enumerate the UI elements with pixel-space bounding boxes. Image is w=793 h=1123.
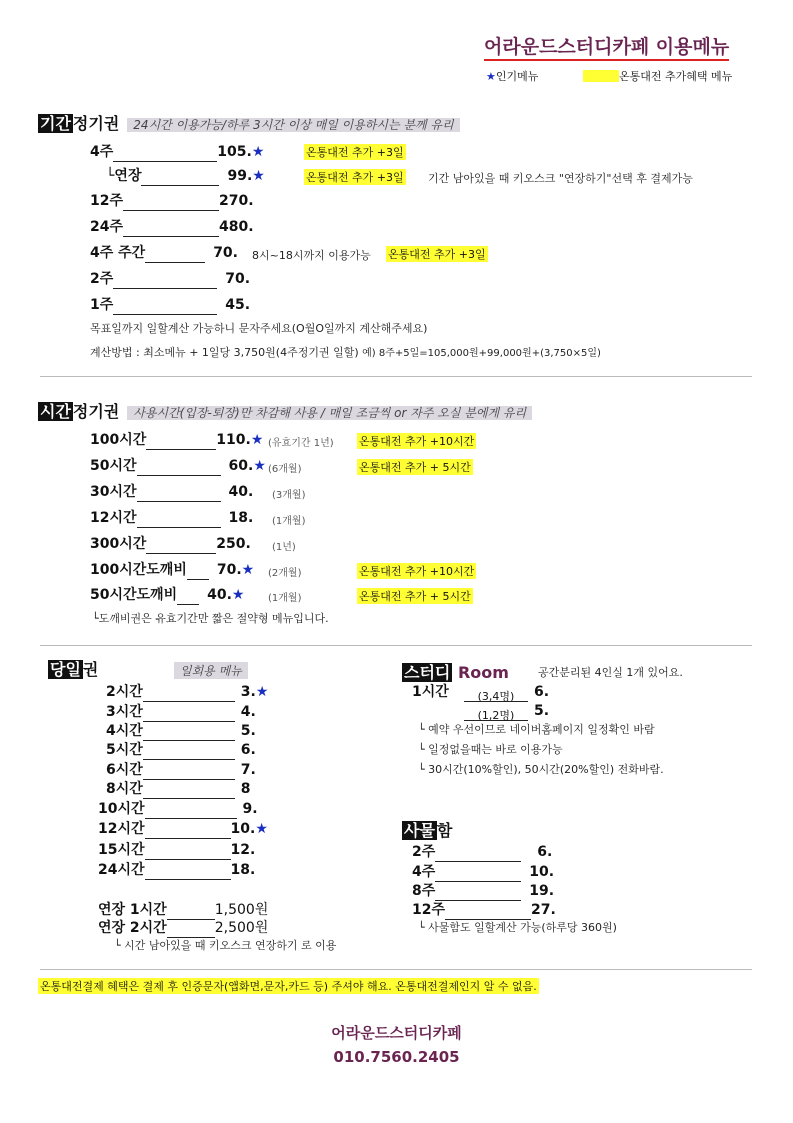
time-bonus-100h: 온통대전 추가 +10시간 [359, 435, 475, 448]
period-row-24w: 24주 480. [90, 219, 254, 235]
footer-name: 어라운드스터디카페 [331, 1024, 462, 1042]
period-row-12w: 12주 270. [90, 193, 254, 209]
locker-note: └ 사물함도 일할계산 가능(하루당 360원) [418, 921, 617, 934]
time-head-block: 시간 [40, 402, 71, 421]
period-row-1w: 1주 45. [90, 297, 251, 313]
footer-phone: 010.7560.2405 [333, 1048, 460, 1066]
period-bonus-ext: 온통대전 추가 +3일 [306, 171, 404, 184]
room-note-2: └ 일정없을때는 바로 이용가능 [418, 743, 563, 756]
time-validity-300h: (1년) [272, 542, 296, 553]
star-icon: ★ [231, 587, 245, 603]
time-validity-50h-dok: (1개월) [268, 593, 302, 604]
room-row-34: (3,4명) 6. [464, 682, 549, 702]
time-validity-100h: (유효기간 1년) [268, 438, 334, 449]
locker-row-4w: 4주 10. [412, 864, 555, 880]
period-head-rest: 정기권 [72, 114, 120, 133]
period-row-4w: 4주 105.★ [90, 144, 265, 160]
legend-highlight [583, 68, 732, 84]
day-row-8h: 8시간 8 [106, 781, 251, 797]
period-bonus-4w: 온통대전 추가 +3일 [306, 146, 404, 159]
locker-section-heading [402, 821, 452, 841]
time-row-100h-dok: 100시간도깨비 70.★ [90, 562, 255, 578]
room-desc: 공간분리된 4인실 1개 있어요. [538, 666, 683, 679]
day-row-6h: 6시간 7. [106, 762, 256, 778]
star-icon: ★ [251, 144, 265, 160]
divider [40, 376, 752, 377]
time-bonus-50h: 온통대전 추가 + 5시간 [359, 461, 471, 474]
period-note-2: 계산방법 : 최소메뉴 + 1일당 3,750원(4주정기권 일할) 예) 8주+5일=105,000원+99,000원+(3,750×5일) [90, 346, 601, 359]
period-bonus-4w-day: 온통대전 추가 +3일 [388, 248, 486, 261]
day-row-24h: 24시간 18. [98, 862, 256, 878]
day-row-2h: 2시간 3.★ [106, 684, 269, 700]
period-note-4w-day: 8시~18시까지 이용가능 [252, 249, 371, 262]
day-row-12h: 12시간 10.★ [98, 821, 268, 837]
locker-row-8w: 8주 19. [412, 883, 555, 899]
time-validity-100h-dok: (2개월) [268, 568, 302, 579]
time-bonus-100h-dok: 온통대전 추가 +10시간 [359, 565, 475, 578]
period-note-1: 목표일까지 일할계산 가능하니 문자주세요(O월O일까지 계산해주세요) [90, 322, 428, 335]
star-icon: ★ [253, 458, 266, 474]
locker-row-2w: 2주 6. [412, 844, 553, 860]
time-row-50h-dok: 50시간도깨비 40.★ [90, 587, 245, 603]
time-row-300h: 300시간 250. [90, 536, 251, 552]
day-row-10h: 10시간 9. [98, 801, 258, 817]
bottom-note: 온통대전결제 혜택은 결제 후 인증문자(앱화면,문자,카드 등) 주셔야 해요. 온통대전결제인지 알 수 없음. [40, 980, 537, 993]
time-row-50h: 50시간 60.★ [90, 458, 266, 474]
time-validity-30h: (3개월) [272, 490, 306, 501]
room-row-label: 1시간 [412, 684, 449, 700]
divider [40, 645, 752, 646]
legend-highlight-label: 온통대전 추가혜택 메뉴 [619, 70, 733, 83]
time-row-12h: 12시간 18. [90, 510, 254, 526]
time-note: └도깨비권은 유효기간만 짧은 절약형 메뉴입니다. [92, 612, 329, 625]
day-row-4h: 4시간 5. [106, 723, 256, 739]
time-bonus-50h-dok: 온통대전 추가 + 5시간 [359, 590, 471, 603]
room-head-block: 스터디 [404, 663, 451, 682]
time-validity-12h: (1개월) [272, 516, 306, 527]
day-ext-1h: 연장 1시간 1,500원 [98, 902, 269, 918]
day-row-15h: 15시간 12. [98, 842, 256, 858]
star-icon: ★ [241, 562, 255, 578]
period-head-block: 기간 [40, 114, 71, 133]
time-validity-50h: (6개월) [268, 464, 302, 475]
legend-star [486, 68, 538, 84]
period-row-ext: └연장 99.★ [106, 168, 265, 184]
day-ext-2h: 연장 2시간 2,500원 [98, 920, 269, 936]
period-row-2w: 2주 70. [90, 271, 251, 287]
locker-head-block: 사물 [404, 821, 435, 840]
day-head-rest: 권 [82, 660, 99, 679]
page-title: 어라운드스터디카페 이용메뉴 [484, 36, 729, 61]
star-icon: ★ [252, 168, 265, 184]
period-section-heading [38, 114, 460, 135]
day-head-block: 당일 [50, 660, 81, 679]
room-head-rest: Room [457, 663, 509, 682]
period-note-ext: 기간 남아있을 때 키오스크 "연장하기"선택 후 결제가능 [428, 172, 693, 185]
star-icon: ★ [250, 432, 264, 448]
star-icon: ★ [255, 821, 268, 837]
day-row-3h: 3시간 4. [106, 704, 256, 720]
star-icon: ★ [486, 70, 496, 83]
locker-head-rest: 함 [436, 821, 453, 840]
highlight-swatch [583, 70, 619, 82]
legend-star-label: 인기메뉴 [495, 70, 539, 83]
star-icon: ★ [255, 684, 269, 700]
period-desc: 24시간 이용가능/하루 3시간 이상 매일 이용하시는 분께 유리 [127, 118, 459, 132]
locker-row-12w: 12주 27. [412, 902, 556, 918]
day-note: └ 시간 남아있을 때 키오스크 연장하기 로 이용 [114, 939, 337, 952]
time-head-rest: 정기권 [72, 402, 120, 421]
period-row-4w-day: 4주 주간 70. [90, 245, 238, 261]
room-row-12: (1,2명) 5. [464, 701, 549, 721]
day-desc: 일회용 메뉴 [174, 662, 248, 679]
time-row-100h: 100시간 110.★ [90, 432, 264, 448]
time-section-heading [38, 402, 532, 423]
room-section-heading [402, 660, 509, 683]
day-row-5h: 5시간 6. [106, 742, 256, 758]
room-note-3: └ 30시간(10%할인), 50시간(20%할인) 전화바람. [418, 763, 664, 776]
time-desc: 사용시간(입장-퇴장)만 차감해 사용 / 매일 조금씩 or 자주 오실 분에게 유리 [127, 406, 532, 420]
divider [40, 969, 752, 970]
time-row-30h: 30시간 40. [90, 484, 254, 500]
room-note-1: └ 예약 우선이므로 네이버홈페이지 일정확인 바람 [418, 723, 655, 736]
day-section-heading [48, 660, 98, 680]
